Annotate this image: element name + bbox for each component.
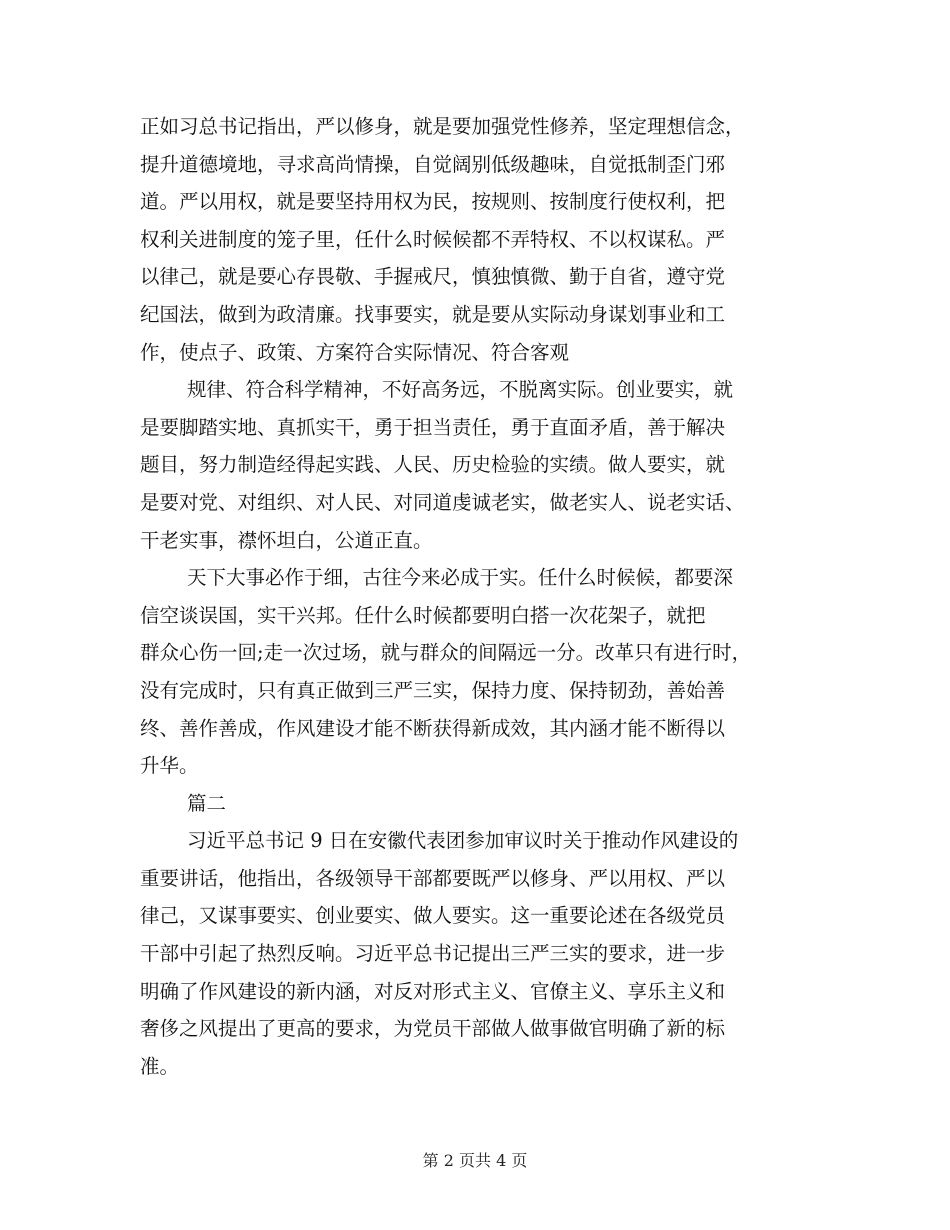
text-line: 干部中引起了热烈反响。习近平总书记提出三严三实的要求，进一步: [140, 942, 726, 966]
text-line: 奢侈之风提出了更高的要求，为党员干部做人做事做官明确了新的标: [140, 1017, 726, 1041]
text-line: 题目，努力制造经得起实践、人民、历史检验的实绩。做人要实，就: [140, 453, 726, 477]
text-line: 群众心伤一回;走一次过场，就与群众的间隔远一分。改革只有进行时，: [140, 641, 752, 665]
text-line: 升华。: [140, 754, 199, 778]
text-line: 终、善作善成，作风建设才能不断获得新成效，其内涵才能不断得以: [140, 716, 726, 740]
text-line: 干老实事，襟怀坦白，公道正直。: [140, 528, 433, 552]
text-line: 没有完成时，只有真正做到三严三实，保持力度、保持韧劲，善始善: [140, 678, 726, 702]
text-line: 纪国法，做到为政清廉。找事要实，就是要从实际动身谋划事业和工: [140, 302, 726, 326]
body-text: [140, 108, 820, 1085]
text-line: 正如习总书记指出，严以修身，就是要加强党性修养，坚定理想信念，: [140, 115, 745, 138]
text-line: 明确了作风建设的新内涵，对反对形式主义、官僚主义、享乐主义和: [140, 979, 726, 1003]
text-line: 准。: [140, 1054, 180, 1078]
text-line: 道。严以用权，就是要坚持用权为民，按规则、按制度行使权利，把: [140, 190, 726, 214]
text-line: 规律、符合科学精神，不好高务远，不脱离实际。创业要实，就: [187, 378, 734, 402]
text-line: 权利关进制度的笼子里，任什么时候候都不弄特权、不以权谋私。严: [140, 227, 726, 251]
text-line: 作，使点子、政策、方案符合实际情况、符合客观: [140, 340, 570, 364]
text-line: 提升道德境地，寻求高尚情操，自觉阔别低级趣味，自觉抵制歪门邪: [140, 152, 726, 176]
text-line: 信空谈误国，实干兴邦。任什么时候都要明白搭一次花架子，就把: [140, 603, 706, 627]
text-line: 律己，又谋事要实、创业要实、做人要实。这一重要论述在各级党员: [140, 904, 726, 928]
text-line: 是要脚踏实地、真抓实干，勇于担当责任，勇于直面矛盾，善于解决: [140, 415, 726, 439]
text-line: 重要讲话，他指出，各级领导干部都要既严以修身、严以用权、严以: [140, 866, 726, 890]
text-line: 天下大事必作于细，古往今来必成于实。任什么时候候，都要深: [187, 566, 734, 590]
text-line: 是要对党、对组织、对人民、对同道虔诚老实，做老实人、说老实话、: [140, 490, 745, 514]
text-line: 习近平总书记 9 日在安徽代表团参加审议时关于推动作风建设的: [187, 829, 739, 853]
page-footer: 第 2 页共 4 页: [422, 1151, 528, 1170]
text-line: 篇二: [187, 791, 227, 815]
text-line: 以律己，就是要心存畏敬、手握戒尺，慎独慎微、勤于自省，遵守党: [140, 265, 726, 289]
